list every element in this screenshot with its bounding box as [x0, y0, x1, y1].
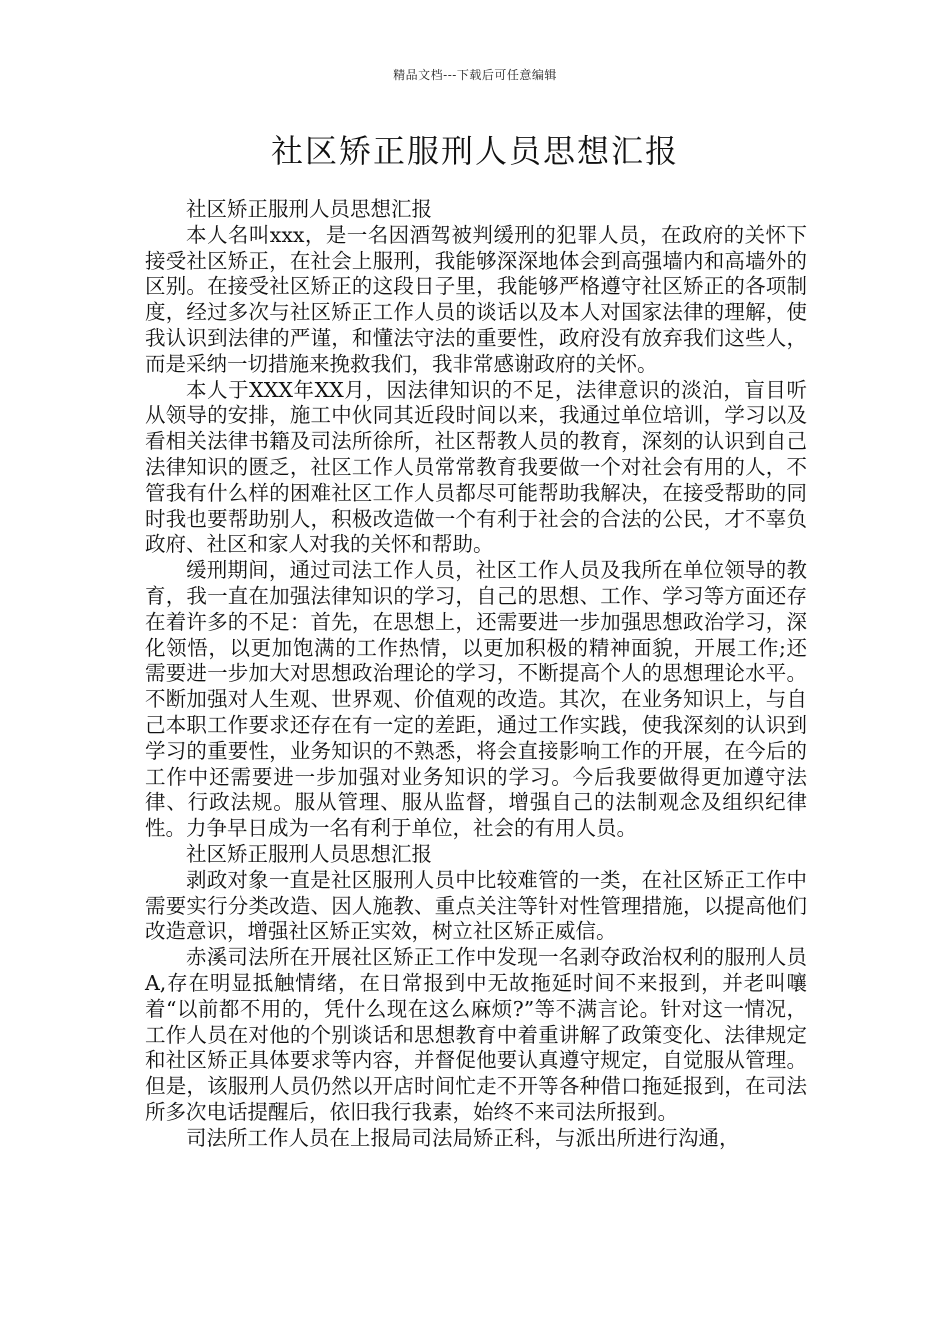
- paragraph-subtitle: 社区矫正服刑人员思想汇报: [186, 197, 432, 221]
- paragraph: 赤溪司法所在开展社区矫正工作中发现一名剥夺政治权利的服刑人员A,存在明显抵触情绪，在日常报到中无故拖延时间不来报到，并老叫嚷着“以前都不用的，凭什么现在这么麻烦?”等不满言论。针对这一情况，工作人员在对他的个别谈话和思想教育中着重讲解了政策变化、法律规定和社区矫正具体要求等内容，并督促他要认真遵守规定，自觉服从管理。但是，该服刑人员仍然以开店时间忙走不开等各种借口拖延报到，在司法所多次电话提醒后，依旧我行我素，始终不来司法所报到。: [145, 945, 807, 1124]
- document-title: 社区矫正服刑人员思想汇报: [270, 132, 679, 170]
- paragraph: 本人于XXX年XX月，因法律知识的不足，法律意识的淡泊，盲目听从领导的安排，施工中伙同其近段时间以来，我通过单位培训，学习以及看相关法律书籍及司法所徐所，社区帮教人员的教育，深刻的认识到自己法律知识的匮乏，社区工作人员常常教育我要做一个对社会有用的人，不管我有什么样的困难社区工作人员都尽可能帮助我解决，在接受帮助的同时我也要帮助别人，积极改造做一个有利于社会的合法的公民，才不辜负政府、社区和家人对我的关怀和帮助。: [145, 377, 807, 557]
- document-body: [145, 197, 807, 1151]
- header-note: 精品文档---下载后可任意编辑: [393, 68, 557, 82]
- paragraph: 司法所工作人员在上报局司法局矫正科，与派出所进行沟通，: [186, 1125, 740, 1150]
- paragraph: 缓刑期间，通过司法工作人员，社区工作人员及我所在单位领导的教育，我一直在加强法律知识的学习，自己的思想、工作、学习等方面还存在着许多的不足：首先，在思想上，还需要进一步加强思想政治学习，深化领悟，以更加饱满的工作热情，以更加积极的精神面貌，开展工作;还需要进一步加大对思想政治理论的学习，不断提高个人的思想理论水平。不断加强对人生观、世界观、价值观的改造。其次，在业务知识上，与自己本职工作要求还存在有一定的差距，通过工作实践，使我深刻的认识到学习的重要性，业务知识的不熟悉，将会直接影响工作的开展，在今后的工作中还需要进一步加强对业务知识的学习。今后我要做得更加遵守法律、行政法规。服从管理、服从监督，增强自己的法制观念及组织纪律性。力争早日成为一名有利于单位，社会的有用人员。: [145, 558, 807, 841]
- paragraph: 剥政对象一直是社区服刑人员中比较难管的一类，在社区矫正工作中需要实行分类改造、因人施教、重点关注等针对性管理措施，以提高他们改造意识，增强社区矫正实效，树立社区矫正威信。: [145, 867, 807, 944]
- paragraph-subtitle: 社区矫正服刑人员思想汇报: [186, 841, 432, 866]
- paragraph: 本人名叫xxx，是一名因酒驾被判缓刑的犯罪人员，在政府的关怀下接受社区矫正，在社会上服刑，我能够深深地体会到高强墙内和高墙外的区别。在接受社区矫正的这段日子里，我能够严格遵守社区矫正的各项制度，经过多次与社区矫正工作人员的谈话以及本人对国家法律的理解，使我认识到法律的严谨，和懂法守法的重要性，政府没有放弃我们这些人，而是采纳一切措施来挽救我们，我非常感谢政府的关怀。: [145, 222, 807, 376]
